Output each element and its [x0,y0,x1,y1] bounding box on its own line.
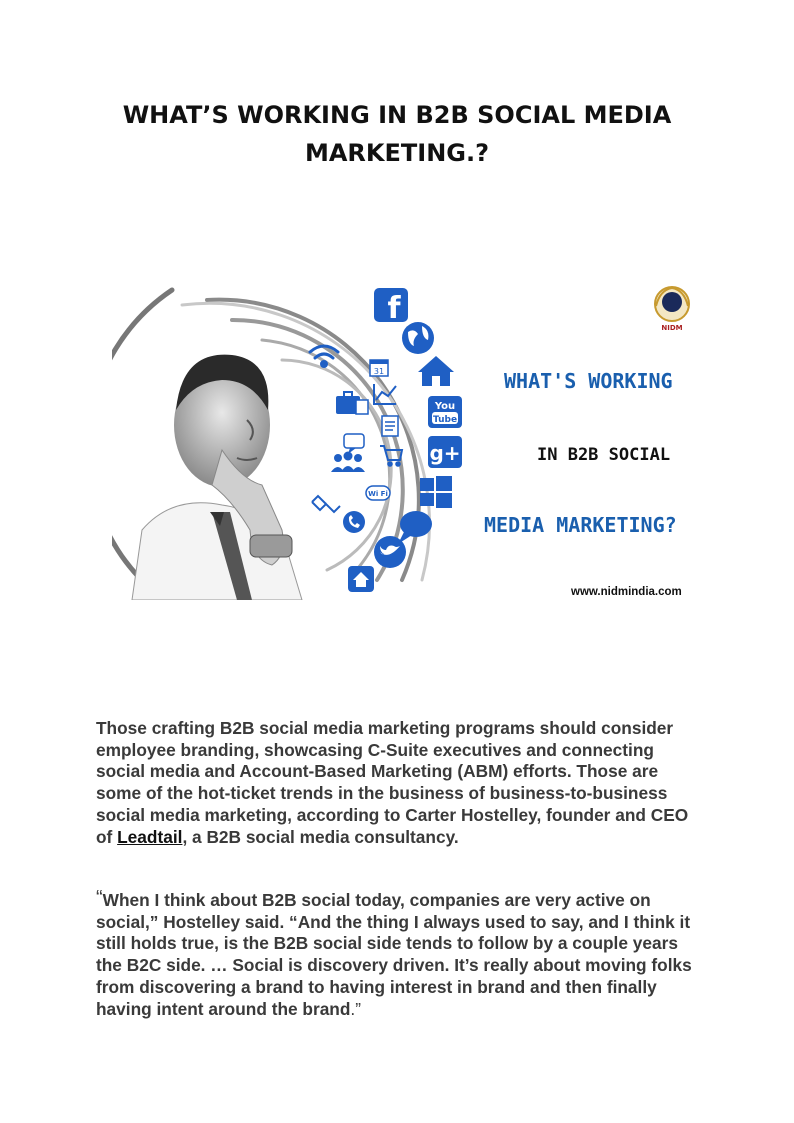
page-title [0,96,794,172]
document-icon [382,416,398,436]
svg-text:NIDM: NIDM [661,324,683,332]
banner-headline-3: MEDIA MARKETING? [484,513,677,537]
paragraph-quote-text: When I think about B2B social today, companies are very active on social,” Hostelley said. “And the thing I always used to say, and I think it still holds true, is the B2B social side tends to follow by a couple years the B2C side. … Social is discovery driven. It’s really about moving folks from discovering a brand to having interest in brand and then finally having intent around the brand [96,890,692,1019]
wifi-badge-icon [366,486,390,500]
nidm-logo [655,287,689,332]
home-small-icon [348,566,374,592]
paragraph-intro-text: Those crafting B2B social media marketing programs should consider employee branding, showcasing C-Suite executives and connecting social media and Account-Based Marketing (ABM) efforts. Those are some of the hot-ticket trends in the business of business-to-business social media marketing, according to Carter Hostelley, founder and CEO of [96,718,689,847]
banner-image [112,280,702,600]
youtube-icon [428,396,462,428]
handshake-icon [312,496,340,512]
banner-headline-1: WHAT'S WORKING [504,369,673,393]
svg-text:31: 31 [373,367,385,376]
twitter-icon [374,536,406,568]
man-illustration [132,355,302,600]
svg-text:g+: g+ [429,441,461,465]
paragraph-intro-tail: , a B2B social media consultancy. [182,826,459,847]
leadtail-link[interactable]: Leadtail [117,826,183,847]
people-icon [331,452,365,473]
svg-text:f: f [387,291,401,326]
globe-icon [402,322,434,354]
svg-text:Wi Fi: Wi Fi [368,490,388,498]
banner-website: www.nidmindia.com [571,586,682,598]
facebook-icon [374,288,408,326]
calendar-icon [370,360,388,376]
close-quote-mark: .” [350,998,361,1019]
svg-text:You: You [434,401,456,412]
windows-icon [420,476,452,508]
phone-icon [343,511,365,533]
banner-headline-2: IN B2B SOCIAL [537,445,671,465]
title-line-2: MARKETING.? [304,139,490,167]
home-icon [418,356,454,386]
google-plus-icon [428,436,462,468]
speech-icon [344,434,364,454]
svg-text:Tube: Tube [432,415,458,425]
paragraph-quote [96,888,706,1020]
title-line-1: WHAT’S WORKING IN B2B SOCIAL MEDIA [122,101,672,129]
paragraph-intro [96,718,706,848]
open-quote-mark: “ [96,887,103,909]
